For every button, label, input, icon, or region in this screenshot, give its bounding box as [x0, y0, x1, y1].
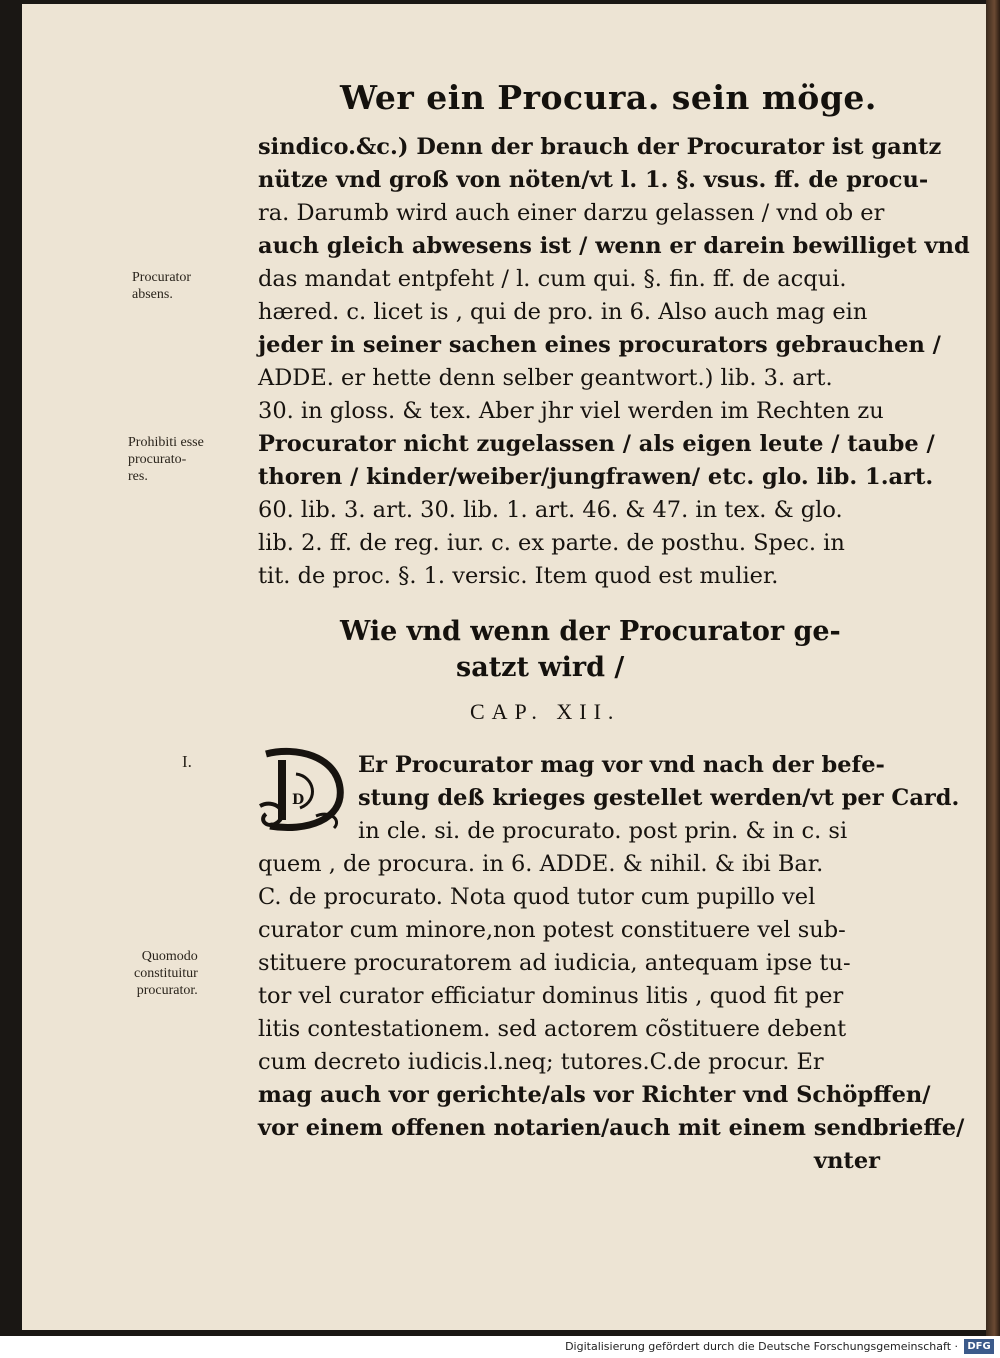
footer-bar [0, 1336, 1000, 1358]
text-line: lib. 2. ff. de reg. iur. c. ex parte. de posthu. Spec. in [258, 530, 845, 556]
chapter-number: CAP. XII. [470, 699, 621, 724]
text-line: cum decreto iudicis.l.neq; tutores.C.de procur. Er [258, 1049, 824, 1075]
initial-letter: D [292, 792, 305, 808]
text-line: Procurator nicht zugelassen / als eigen leute / taube / [258, 431, 935, 457]
margin-note-line: Prohibiti esse [128, 435, 204, 450]
text-line: hæred. c. licet is , qui de pro. in 6. Also auch mag ein [258, 299, 868, 325]
text-line: stituere procuratorem ad iudicia, antequam ipse tu- [258, 950, 851, 976]
dfg-logo-icon: DFG [964, 1339, 994, 1354]
margin-note-line: res. [128, 469, 148, 484]
decorated-initial [256, 746, 352, 834]
text-line: ADDE. er hette denn selber geantwort.) lib. 3. art. [258, 365, 833, 391]
margin-note-prohibiti [128, 434, 204, 485]
text-line: auch gleich abwesens ist / wenn er darein bewilliget vnd [258, 233, 970, 259]
chapter-heading-line: Wie vnd wenn der Procurator ge- [340, 616, 841, 647]
text-line: curator cum minore,non potest constituere vel sub- [258, 917, 846, 943]
margin-note-quomodo [134, 948, 198, 999]
text-line: tor vel curator efficiatur dominus litis , quod fit per [258, 983, 844, 1009]
text-line: ra. Darumb wird auch einer darzu gelassen / vnd ob er [258, 200, 885, 226]
margin-note-line: Procurator [132, 270, 192, 285]
catchword: vnter [814, 1148, 880, 1174]
text-line: 60. lib. 3. art. 30. lib. 1. art. 46. & 47. in tex. & glo. [258, 497, 843, 523]
text-line: quem , de procura. in 6. ADDE. & nihil. & ibi Bar. [258, 851, 824, 877]
margin-note-line: Quomodo [141, 949, 198, 964]
text-line: stung deß krieges gestellet werden/vt per Card. [358, 785, 960, 811]
margin-note-line: absens. [132, 287, 173, 302]
book-spine [986, 0, 1000, 1336]
margin-note-line: procurator. [136, 983, 198, 998]
text-line: jeder in seiner sachen eines procurators gebrauchen / [258, 332, 941, 358]
text-line: das mandat entpfeht / l. cum qui. §. fin. ff. de acqui. [258, 266, 847, 292]
section-number: I. [182, 752, 192, 771]
text-line: 30. in gloss. & tex. Aber jhr viel werden im Rechten zu [258, 398, 884, 424]
text-line: mag auch vor gerichte/als vor Richter vnd Schöpffen/ [258, 1082, 931, 1108]
footer-credit: Digitalisierung gefördert durch die Deutsche Forschungsgemeinschaft · [565, 1340, 958, 1353]
text-line: Er Procurator mag vor vnd nach der befe- [358, 752, 885, 778]
margin-note-line: procurato- [128, 452, 187, 467]
text-line: nütze vnd groß von nöten/vt l. 1. §. vsus. ff. de procu- [258, 167, 929, 193]
text-line: in cle. si. de procurato. post prin. & in c. si [358, 818, 848, 844]
text-line: sindico.&c.) Denn der brauch der Procurator ist gantz [258, 134, 942, 160]
book-page [22, 4, 988, 1330]
text-line: tit. de proc. §. 1. versic. Item quod est mulier. [258, 563, 779, 589]
chapter-heading-line: satzt wird / [456, 652, 625, 683]
initial-ornament-icon [256, 746, 352, 834]
text-line: C. de procurato. Nota quod tutor cum pupillo vel [258, 884, 816, 910]
margin-note-line: constituitur [134, 966, 198, 981]
text-line: litis contestationem. sed actorem cõstituere debent [258, 1016, 847, 1042]
running-head: Wer ein Procura. sein möge. [340, 78, 877, 117]
text-line: vor einem offenen notarien/auch mit einem sendbrieffe/ [258, 1115, 965, 1141]
margin-note-procurator-absens [132, 269, 191, 303]
text-line: thoren / kinder/weiber/jungfrawen/ etc. glo. lib. 1.art. [258, 464, 934, 490]
